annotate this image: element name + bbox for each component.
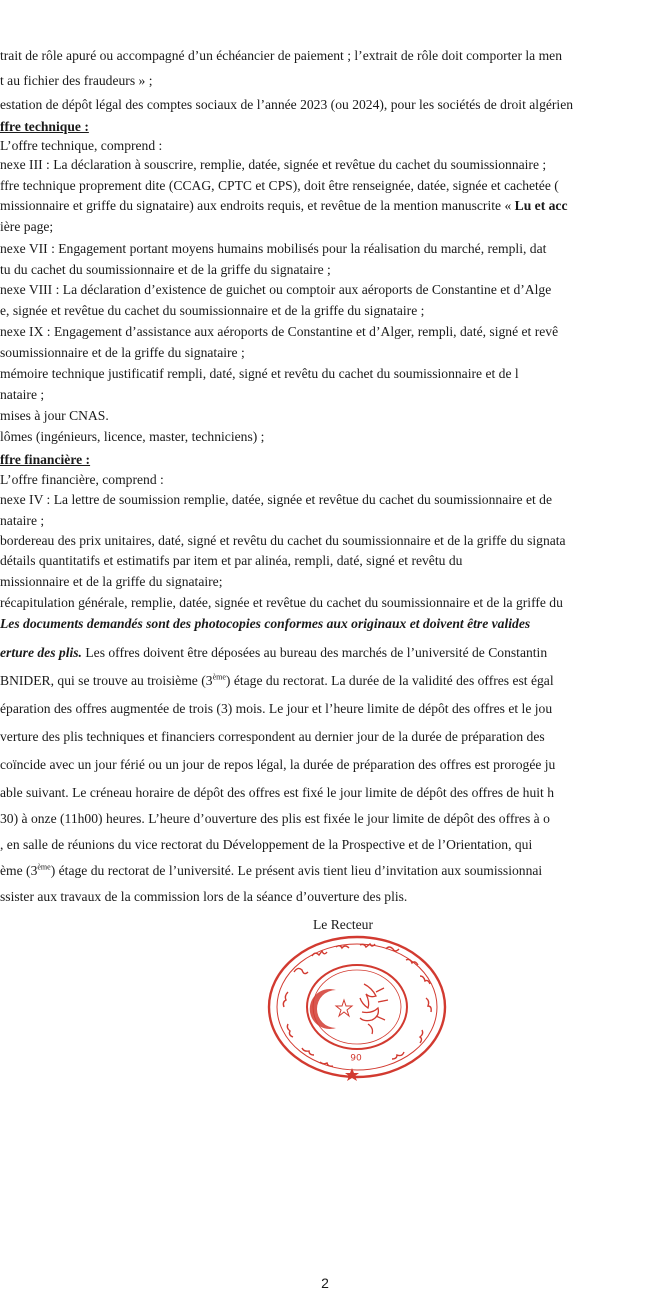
text-line: L’offre technique, comprend : bbox=[0, 138, 163, 153]
text-line: nexe IV : La lettre de soumission remplie, datée, signée et revêtue du cachet du soumissionnaire et de bbox=[0, 492, 553, 507]
text-line: estation de dépôt légal des comptes sociaux de l’année 2023 (ou 2024), pour les sociétés de droit algérien bbox=[0, 97, 574, 112]
text-line: missionnaire et griffe du signataire) aux endroits requis, et revêtue de la mention manuscrite « Lu et acc bbox=[0, 198, 568, 213]
text-line: lômes (ingénieurs, licence, master, techniciens) ; bbox=[0, 429, 265, 444]
text-line: nexe VIII : La déclaration d’existence de guichet ou comptoir aux aéroports de Constantine et d’Alge bbox=[0, 282, 552, 297]
text-line: able suivant. Le créneau horaire de dépôt des offres est fixé le jour limite de dépôt des offres de huit h bbox=[0, 785, 555, 800]
text-line: e, signée et revêtue du cachet du soumissionnaire et de la griffe du signataire ; bbox=[0, 303, 425, 318]
bold-mention: Lu et acc bbox=[514, 198, 568, 213]
text-line: soumissionnaire et de la griffe du signataire ; bbox=[0, 345, 245, 360]
page-number: 2 bbox=[321, 1275, 329, 1291]
text-line: , en salle de réunions du vice rectorat du Développement de la Prospective et de l’Orientation, qui bbox=[0, 837, 533, 852]
text-line: L’offre financière, comprend : bbox=[0, 472, 164, 487]
text-line: nexe VII : Engagement portant moyens humains mobilisés pour la réalisation du marché, rempli, dat bbox=[0, 241, 547, 256]
text-line: récapitulation générale, remplie, datée, signée et revêtue du cachet du soumissionnaire et de la griffe du bbox=[0, 595, 563, 610]
text-line: t au fichier des fraudeurs » ; bbox=[0, 73, 153, 88]
text-line: missionnaire et de la griffe du signataire; bbox=[0, 574, 223, 589]
text-line: mises à jour CNAS. bbox=[0, 408, 109, 423]
official-stamp bbox=[264, 932, 450, 1082]
text-line: ffre technique proprement dite (CCAG, CPTC et CPS), doit être renseignée, datée, signée et cachetée ( bbox=[0, 178, 559, 193]
text-line: tu du cachet du soumissionnaire et de la griffe du signataire ; bbox=[0, 262, 331, 277]
stamp-number: 06 bbox=[350, 1051, 362, 1061]
text-line: nataire ; bbox=[0, 387, 45, 402]
text-line: mémoire technique justificatif rempli, daté, signé et revêtu du cachet du soumissionnaire et de l bbox=[0, 366, 519, 381]
text-line: nataire ; bbox=[0, 513, 45, 528]
text-line: erture des plis. Les offres doivent être déposées au bureau des marchés de l’université de Constantin bbox=[0, 645, 548, 660]
text-line: bordereau des prix unitaires, daté, signé et revêtu du cachet du soumissionnaire et de la griffe du signata bbox=[0, 533, 566, 548]
text-line: verture des plis techniques et financiers correspondent au dernier jour de la durée de préparation des bbox=[0, 729, 545, 744]
text-line: coïncide avec un jour férié ou un jour de repos légal, la durée de préparation des offres est prorogée ju bbox=[0, 757, 556, 772]
text-line: ière page; bbox=[0, 219, 54, 234]
text-line: éparation des offres augmentée de trois (3) mois. Le jour et l’heure limite de dépôt des offres et le jou bbox=[0, 701, 553, 716]
text-line: 30) à onze (11h00) heures. L’heure d’ouverture des plis est fixée le jour limite de dépôt des offres à o bbox=[0, 811, 550, 826]
text-line: ème (3ème) étage du rectorat de l’université. Le présent avis tient lieu d’invitation aux soumissionnai bbox=[0, 862, 543, 878]
signature-title: Le Recteur bbox=[313, 917, 374, 932]
section-heading-financial: ffre financière : bbox=[0, 452, 91, 467]
section-heading-technical: ffre technique : bbox=[0, 119, 89, 134]
text-line: ssister aux travaux de la commission lors de la séance d’ouverture des plis. bbox=[0, 889, 408, 904]
text-line: BNIDER, qui se trouve au troisième (3ème) étage du rectorat. La durée de la validité des offres est égal bbox=[0, 672, 554, 688]
text-line: trait de rôle apuré ou accompagné d’un échéancier de paiement ; l’extrait de rôle doit comporter la men bbox=[0, 48, 562, 63]
text-line: nexe III : La déclaration à souscrire, remplie, datée, signée et revêtue du cachet du soumissionnaire ; bbox=[0, 157, 547, 172]
text-line: nexe IX : Engagement d’assistance aux aéroports de Constantine et d’Alger, rempli, daté, signé et revê bbox=[0, 324, 559, 339]
text-line-emphasis: Les documents demandés sont des photocopies conformes aux originaux et doivent être valides bbox=[0, 616, 531, 631]
text-line: détails quantitatifs et estimatifs par item et par alinéa, rempli, daté, signé et revêtu du bbox=[0, 553, 463, 568]
